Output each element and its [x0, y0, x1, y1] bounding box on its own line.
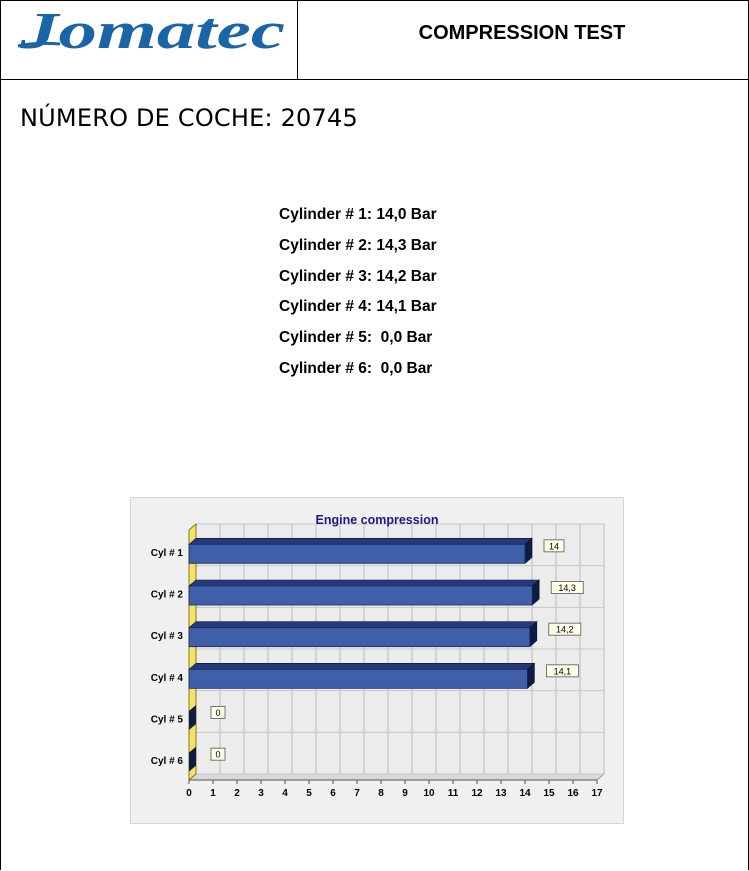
cylinder-reading: Cylinder # 6: 0,0 Bar — [279, 359, 433, 377]
x-tick-label: 8 — [378, 788, 384, 799]
data-label: 0 — [215, 749, 221, 760]
plot-floor — [189, 774, 604, 780]
x-tick-label: 17 — [591, 788, 603, 799]
y-tick-label: Cyl # 2 — [150, 589, 183, 601]
y-tick-label: Cyl # 4 — [150, 672, 183, 684]
x-tick-label: 13 — [495, 788, 507, 799]
data-label: 0 — [215, 708, 221, 718]
data-label: 14,3 — [558, 583, 576, 593]
cylinder-reading: Cylinder # 1: 14,0 Bar — [279, 206, 437, 223]
data-label: 14 — [548, 541, 560, 552]
x-tick-label: 3 — [258, 788, 264, 799]
x-tick-label: 6 — [330, 788, 336, 799]
header — [0, 0, 749, 80]
bar — [189, 628, 530, 647]
logo-wordmark: Jomatec — [18, 3, 285, 58]
x-tick-label: 15 — [543, 788, 555, 799]
x-tick-label: 9 — [402, 788, 408, 799]
x-tick-label: 14 — [519, 788, 531, 799]
y-tick-label: Cyl # 1 — [150, 547, 183, 559]
x-tick-label: 4 — [282, 788, 288, 799]
bar — [189, 669, 527, 688]
jomatec-logo — [16, 2, 291, 58]
x-tick-label: 2 — [234, 788, 240, 799]
bar-top — [189, 663, 534, 669]
cylinder-reading: Cylinder # 2: 14,3 Bar — [279, 236, 437, 254]
bar — [189, 586, 532, 605]
cylinder-reading: Cylinder # 4: 14,1 Bar — [279, 298, 437, 316]
data-label: 14,1 — [553, 666, 572, 677]
bar-top — [189, 538, 532, 544]
chart-title: Engine compression — [315, 513, 439, 527]
data-label: 14,2 — [556, 624, 574, 635]
bar-top — [189, 622, 537, 628]
chart-svg — [131, 498, 623, 823]
x-tick-label: 5 — [306, 788, 312, 799]
cylinder-reading: Cylinder # 3: 14,2 Bar — [279, 267, 437, 285]
x-tick-label: 10 — [423, 788, 435, 799]
y-tick-label: Cyl # 5 — [150, 714, 183, 726]
bar — [189, 544, 525, 563]
car-number-label: NÚMERO DE COCHE: 20745 — [20, 104, 358, 132]
x-tick-label: 7 — [354, 788, 360, 799]
x-tick-label: 0 — [186, 788, 192, 799]
y-tick-label: Cyl # 3 — [150, 631, 183, 643]
x-tick-label: 16 — [567, 788, 579, 799]
engine-compression-chart — [130, 497, 624, 824]
x-tick-label: 11 — [447, 788, 459, 799]
bar-top — [189, 580, 539, 586]
x-tick-label: 12 — [471, 788, 483, 799]
cylinder-readings-list — [279, 205, 437, 390]
x-tick-label: 1 — [210, 788, 216, 799]
page-title: COMPRESSION TEST — [418, 22, 626, 44]
y-tick-label: Cyl # 6 — [150, 756, 183, 768]
cylinder-reading: Cylinder # 5: 0,0 Bar — [279, 329, 433, 347]
